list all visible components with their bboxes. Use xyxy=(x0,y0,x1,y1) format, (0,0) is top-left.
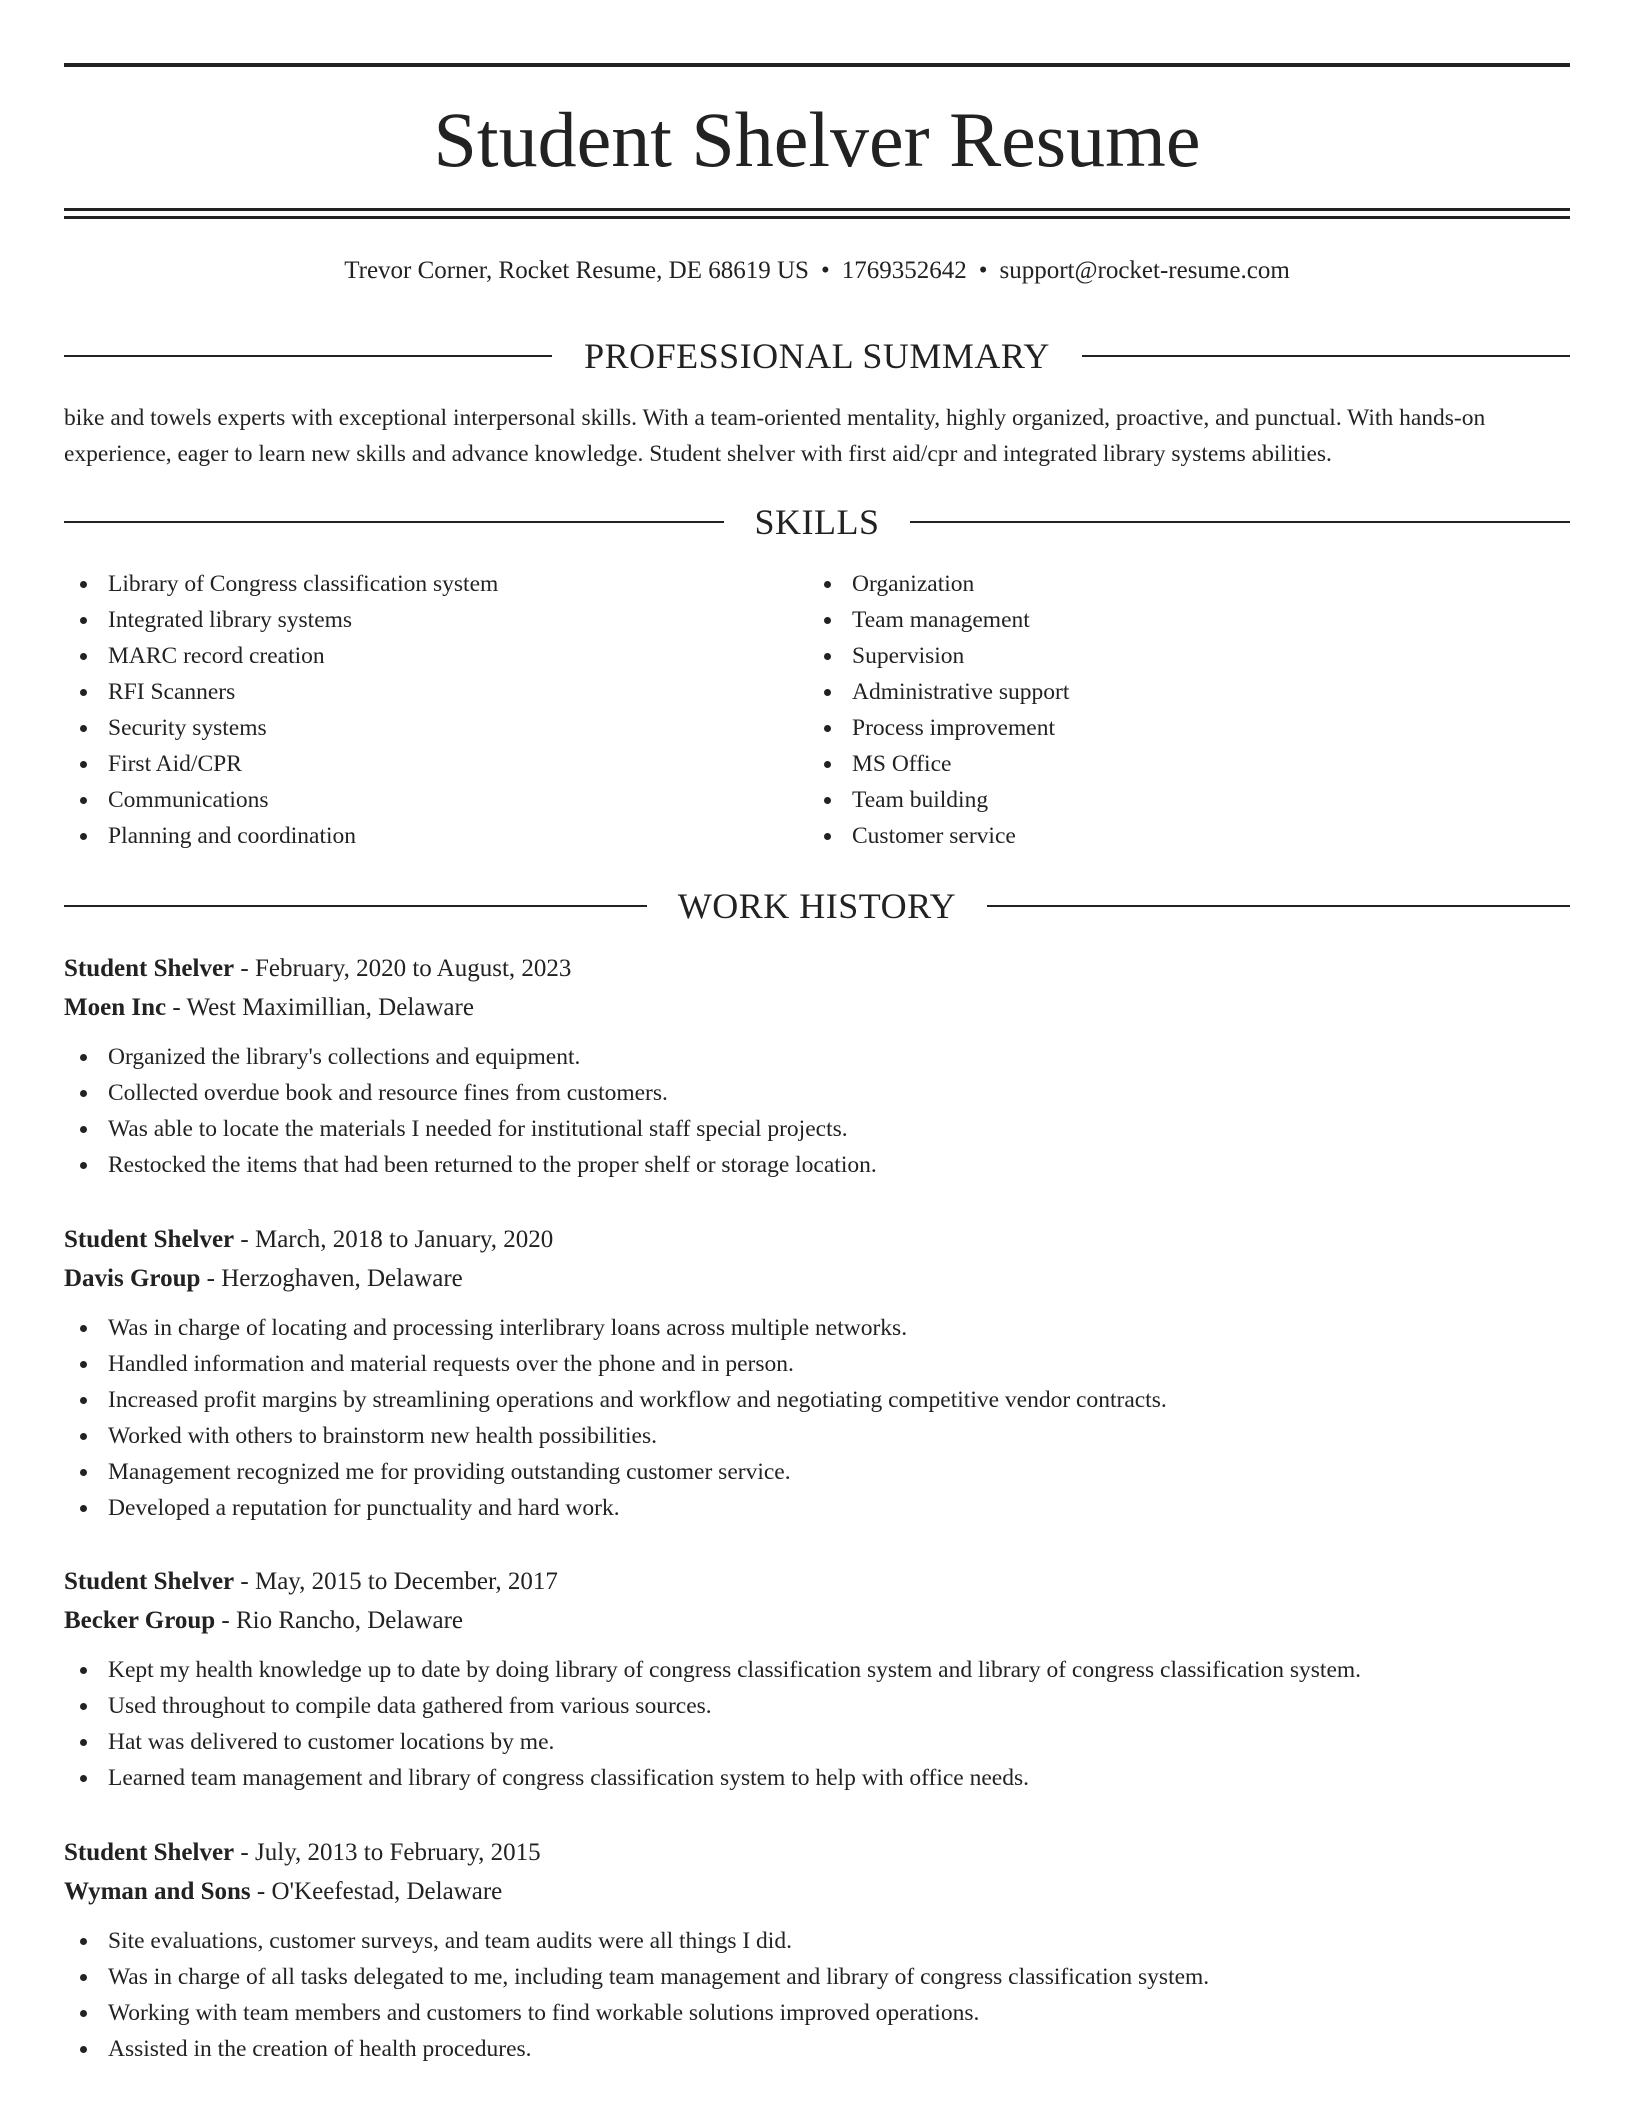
job-dash: - xyxy=(240,1226,249,1253)
skill-item: Security systems xyxy=(64,710,764,746)
job-title-line xyxy=(64,1562,1570,1601)
skill-item: First Aid/CPR xyxy=(64,746,764,782)
job-dash: - xyxy=(240,1839,249,1866)
skill-item: MARC record creation xyxy=(64,638,764,674)
skill-item: RFI Scanners xyxy=(64,674,764,710)
job-company: Becker Group xyxy=(64,1607,216,1634)
job-bullet: Developed a reputation for punctuality and hard work. xyxy=(64,1490,1570,1526)
skill-item: Process improvement xyxy=(808,710,1508,746)
job-bullet: Restocked the items that had been returned to the proper shelf or storage location. xyxy=(64,1147,1570,1183)
job-bullets xyxy=(64,1310,1570,1526)
job-bullet: Kept my health knowledge up to date by doing library of congress classification system and library of congress classification system. xyxy=(64,1652,1570,1688)
skill-item: Team building xyxy=(808,782,1508,818)
skills-heading xyxy=(64,500,1570,544)
resume-title: Student Shelver Resume xyxy=(433,96,1201,183)
contact-email: support@rocket-resume.com xyxy=(999,257,1290,284)
job-company-line xyxy=(64,988,1570,1027)
header-bottom-rule-2 xyxy=(64,216,1570,219)
job-dates: February, 2020 to August, 2023 xyxy=(254,955,572,982)
work-history-heading xyxy=(64,884,1570,928)
contact-address: Trevor Corner, Rocket Resume, DE 68619 US xyxy=(344,257,809,284)
job-bullet: Used throughout to compile data gathered from various sources. xyxy=(64,1688,1570,1724)
job-dates: March, 2018 to January, 2020 xyxy=(254,1226,554,1253)
job-bullets xyxy=(64,1923,1570,2067)
header-top-rule xyxy=(64,63,1570,67)
job-bullet: Was able to locate the materials I needed for institutional staff special projects. xyxy=(64,1111,1570,1147)
job-title: Student Shelver xyxy=(64,1568,235,1595)
job-dash: - xyxy=(172,994,181,1021)
skills-heading-text: SKILLS xyxy=(754,502,880,542)
job-title: Student Shelver xyxy=(64,1839,235,1866)
skill-item: Communications xyxy=(64,782,764,818)
job-dash: - xyxy=(221,1607,230,1634)
summary-heading xyxy=(64,334,1570,378)
job-bullet: Site evaluations, customer surveys, and team audits were all things I did. xyxy=(64,1923,1570,1959)
skill-item: Planning and coordination xyxy=(64,818,764,854)
skill-item: Integrated library systems xyxy=(64,602,764,638)
job-title-line xyxy=(64,949,1570,988)
job-location: West Maximillian, Delaware xyxy=(186,994,474,1021)
job-company: Davis Group xyxy=(64,1265,201,1292)
job-dash: - xyxy=(240,1568,249,1595)
job-bullet: Learned team management and library of congress classification system to help with office needs. xyxy=(64,1760,1570,1796)
job-company: Moen Inc xyxy=(64,994,167,1021)
job-title-line xyxy=(64,1220,1570,1259)
job-bullet: Assisted in the creation of health procedures. xyxy=(64,2031,1570,2067)
skills-list-left xyxy=(64,566,764,854)
job-company-line xyxy=(64,1601,1570,1640)
job-dash: - xyxy=(256,1878,266,1905)
job-location: Herzoghaven, Delaware xyxy=(221,1265,463,1292)
skill-item: Customer service xyxy=(808,818,1508,854)
summary-text: bike and towels experts with exceptional interpersonal skills. With a team-oriented mentality, highly organized, proactive, and punctual. With hands-on experience, eager to learn new skills and advance knowledge. Student shelver with first aid/cpr and integrated library systems abilities. xyxy=(64,405,1486,467)
job-dash: - xyxy=(240,955,249,982)
job-title: Student Shelver xyxy=(64,1226,235,1253)
work-history-heading-text: WORK HISTORY xyxy=(677,886,957,926)
job-location: Rio Rancho, Delaware xyxy=(236,1607,464,1634)
job-bullet: Organized the library's collections and equipment. xyxy=(64,1039,1570,1075)
job-bullet: Collected overdue book and resource fines from customers. xyxy=(64,1075,1570,1111)
job-entry xyxy=(64,949,1570,1183)
job-entry xyxy=(64,1562,1570,1796)
skills-list-right xyxy=(808,566,1508,854)
job-bullet: Increased profit margins by streamlining operations and workflow and negotiating competitive vendor contracts. xyxy=(64,1382,1570,1418)
job-company-line xyxy=(64,1259,1570,1298)
contact-line xyxy=(64,254,1570,288)
job-entry xyxy=(64,1833,1570,2067)
job-entry xyxy=(64,1220,1570,1526)
job-bullets xyxy=(64,1039,1570,1183)
job-bullet: Was in charge of all tasks delegated to me, including team management and library of congress classification system. xyxy=(64,1959,1570,1995)
contact-separator: • xyxy=(820,257,830,284)
job-bullet: Working with team members and customers to find workable solutions improved operations. xyxy=(64,1995,1570,2031)
job-dates: May, 2015 to December, 2017 xyxy=(254,1568,558,1595)
skill-item: Library of Congress classification system xyxy=(64,566,764,602)
job-company: Wyman and Sons xyxy=(64,1878,251,1905)
job-company-line xyxy=(64,1872,1570,1911)
contact-separator: • xyxy=(978,257,988,284)
job-bullet: Hat was delivered to customer locations by me. xyxy=(64,1724,1570,1760)
job-location: O'Keefestad, Delaware xyxy=(271,1878,503,1905)
job-bullet: Was in charge of locating and processing interlibrary loans across multiple networks. xyxy=(64,1310,1570,1346)
skill-item: Organization xyxy=(808,566,1508,602)
job-bullet: Handled information and material requests over the phone and in person. xyxy=(64,1346,1570,1382)
skill-item: Administrative support xyxy=(808,674,1508,710)
skill-item: Supervision xyxy=(808,638,1508,674)
header-bottom-rule-1 xyxy=(64,208,1570,211)
job-bullet: Management recognized me for providing outstanding customer service. xyxy=(64,1454,1570,1490)
job-dash: - xyxy=(206,1265,215,1292)
summary-heading-text: PROFESSIONAL SUMMARY xyxy=(584,336,1050,376)
contact-phone: 1769352642 xyxy=(841,257,967,284)
job-bullets xyxy=(64,1652,1570,1796)
skill-item: MS Office xyxy=(808,746,1508,782)
job-title-line xyxy=(64,1833,1570,1872)
skill-item: Team management xyxy=(808,602,1508,638)
job-dates: July, 2013 to February, 2015 xyxy=(254,1839,541,1866)
job-title: Student Shelver xyxy=(64,955,235,982)
job-bullet: Worked with others to brainstorm new health possibilities. xyxy=(64,1418,1570,1454)
